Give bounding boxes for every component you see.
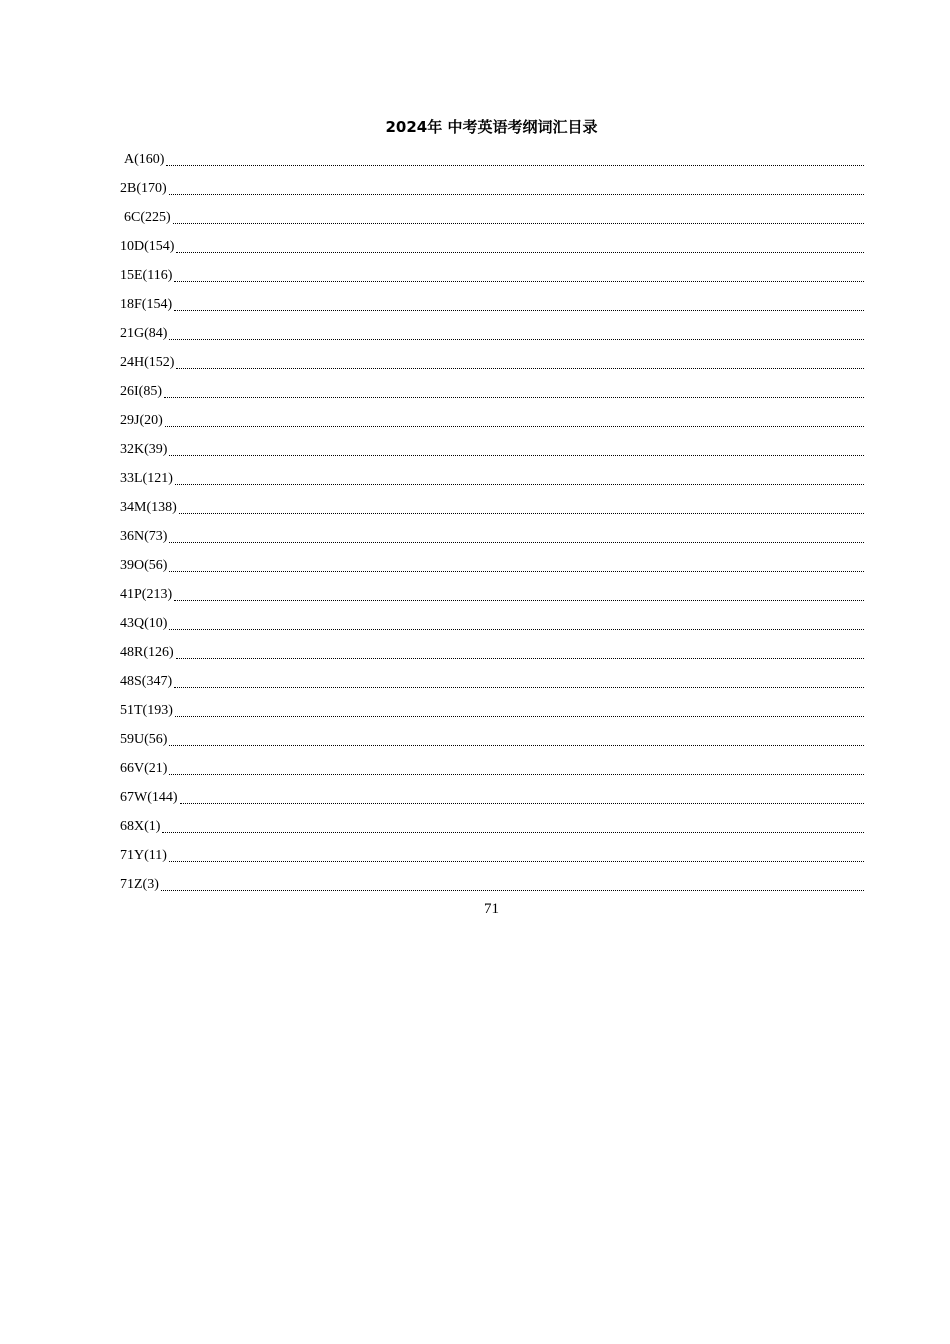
toc-entry-label: 18F(154) bbox=[120, 297, 173, 312]
dot-leader bbox=[174, 599, 864, 601]
dot-leader bbox=[166, 164, 864, 166]
toc-entry[interactable] bbox=[120, 203, 864, 232]
dot-leader bbox=[165, 425, 864, 427]
dot-leader bbox=[164, 396, 864, 398]
dot-leader bbox=[169, 570, 864, 572]
toc-entry-label: 2B(170) bbox=[120, 181, 167, 196]
toc-entry[interactable] bbox=[120, 464, 864, 493]
dot-leader bbox=[169, 338, 864, 340]
toc-entry[interactable] bbox=[120, 348, 864, 377]
dot-leader bbox=[174, 309, 864, 311]
dot-leader bbox=[173, 222, 864, 224]
dot-leader bbox=[169, 860, 864, 862]
dot-leader bbox=[169, 628, 864, 630]
toc-entry-label: 43Q(10) bbox=[120, 616, 168, 631]
toc-entry-label: 33L(121) bbox=[120, 471, 173, 486]
dot-leader bbox=[174, 280, 864, 282]
toc-entry-label: 67W(144) bbox=[120, 790, 178, 805]
toc-entry-label: 51T(193) bbox=[120, 703, 173, 718]
toc-entry[interactable] bbox=[120, 261, 864, 290]
toc-entry-label: 71Y(11) bbox=[120, 848, 167, 863]
dot-leader bbox=[162, 831, 864, 833]
toc-entry-label: 34M(138) bbox=[120, 500, 177, 515]
toc-entry-label: 48R(126) bbox=[120, 645, 174, 660]
toc-entry[interactable] bbox=[120, 551, 864, 580]
dot-leader bbox=[169, 454, 864, 456]
toc-entry[interactable] bbox=[120, 145, 864, 174]
page-number: 71 bbox=[484, 901, 499, 917]
toc-entry-label: 71Z(3) bbox=[120, 877, 159, 892]
toc-entry[interactable] bbox=[120, 841, 864, 870]
dot-leader bbox=[176, 367, 864, 369]
toc-entry-label: 59U(56) bbox=[120, 732, 168, 747]
toc-entry-label: 41P(213) bbox=[120, 587, 173, 602]
toc-entry[interactable] bbox=[120, 522, 864, 551]
dot-leader bbox=[169, 773, 864, 775]
dot-leader bbox=[169, 193, 864, 195]
toc-entry[interactable] bbox=[120, 667, 864, 696]
toc-entry[interactable] bbox=[120, 783, 864, 812]
dot-leader bbox=[169, 744, 864, 746]
toc-entry-label: 48S(347) bbox=[120, 674, 173, 689]
toc-entry[interactable] bbox=[120, 406, 864, 435]
toc-entry-label: 26I(85) bbox=[120, 384, 162, 399]
page-title: 2024年 中考英语考纲词汇目录 bbox=[385, 118, 598, 136]
table-of-contents bbox=[120, 145, 864, 899]
dot-leader bbox=[180, 802, 864, 804]
dot-leader bbox=[176, 657, 864, 659]
toc-entry-label: 32K(39) bbox=[120, 442, 168, 457]
dot-leader bbox=[174, 686, 864, 688]
toc-entry[interactable] bbox=[120, 232, 864, 261]
dot-leader bbox=[175, 715, 864, 717]
toc-entry-label: 15E(116) bbox=[120, 268, 173, 283]
toc-entry[interactable] bbox=[120, 377, 864, 406]
toc-entry-label: 29J(20) bbox=[120, 413, 163, 428]
toc-entry[interactable] bbox=[120, 580, 864, 609]
toc-entry-label: 24H(152) bbox=[120, 355, 175, 370]
toc-entry-label: 10D(154) bbox=[120, 239, 175, 254]
toc-entry[interactable] bbox=[120, 493, 864, 522]
toc-entry-label: 66V(21) bbox=[120, 761, 168, 776]
toc-entry-label: A(160) bbox=[124, 152, 165, 167]
toc-entry[interactable] bbox=[120, 290, 864, 319]
dot-leader bbox=[161, 889, 864, 891]
toc-entry[interactable] bbox=[120, 725, 864, 754]
toc-entry-label: 6C(225) bbox=[124, 210, 171, 225]
dot-leader bbox=[176, 251, 864, 253]
toc-entry[interactable] bbox=[120, 870, 864, 899]
toc-entry-label: 36N(73) bbox=[120, 529, 168, 544]
toc-entry[interactable] bbox=[120, 319, 864, 348]
dot-leader bbox=[169, 541, 864, 543]
toc-entry[interactable] bbox=[120, 638, 864, 667]
toc-entry[interactable] bbox=[120, 435, 864, 464]
toc-entry-label: 21G(84) bbox=[120, 326, 168, 341]
toc-entry[interactable] bbox=[120, 609, 864, 638]
toc-entry[interactable] bbox=[120, 754, 864, 783]
dot-leader bbox=[175, 483, 864, 485]
dot-leader bbox=[179, 512, 864, 514]
toc-entry[interactable] bbox=[120, 696, 864, 725]
toc-entry[interactable] bbox=[120, 174, 864, 203]
toc-entry-label: 39O(56) bbox=[120, 558, 168, 573]
toc-entry[interactable] bbox=[120, 812, 864, 841]
toc-entry-label: 68X(1) bbox=[120, 819, 161, 834]
